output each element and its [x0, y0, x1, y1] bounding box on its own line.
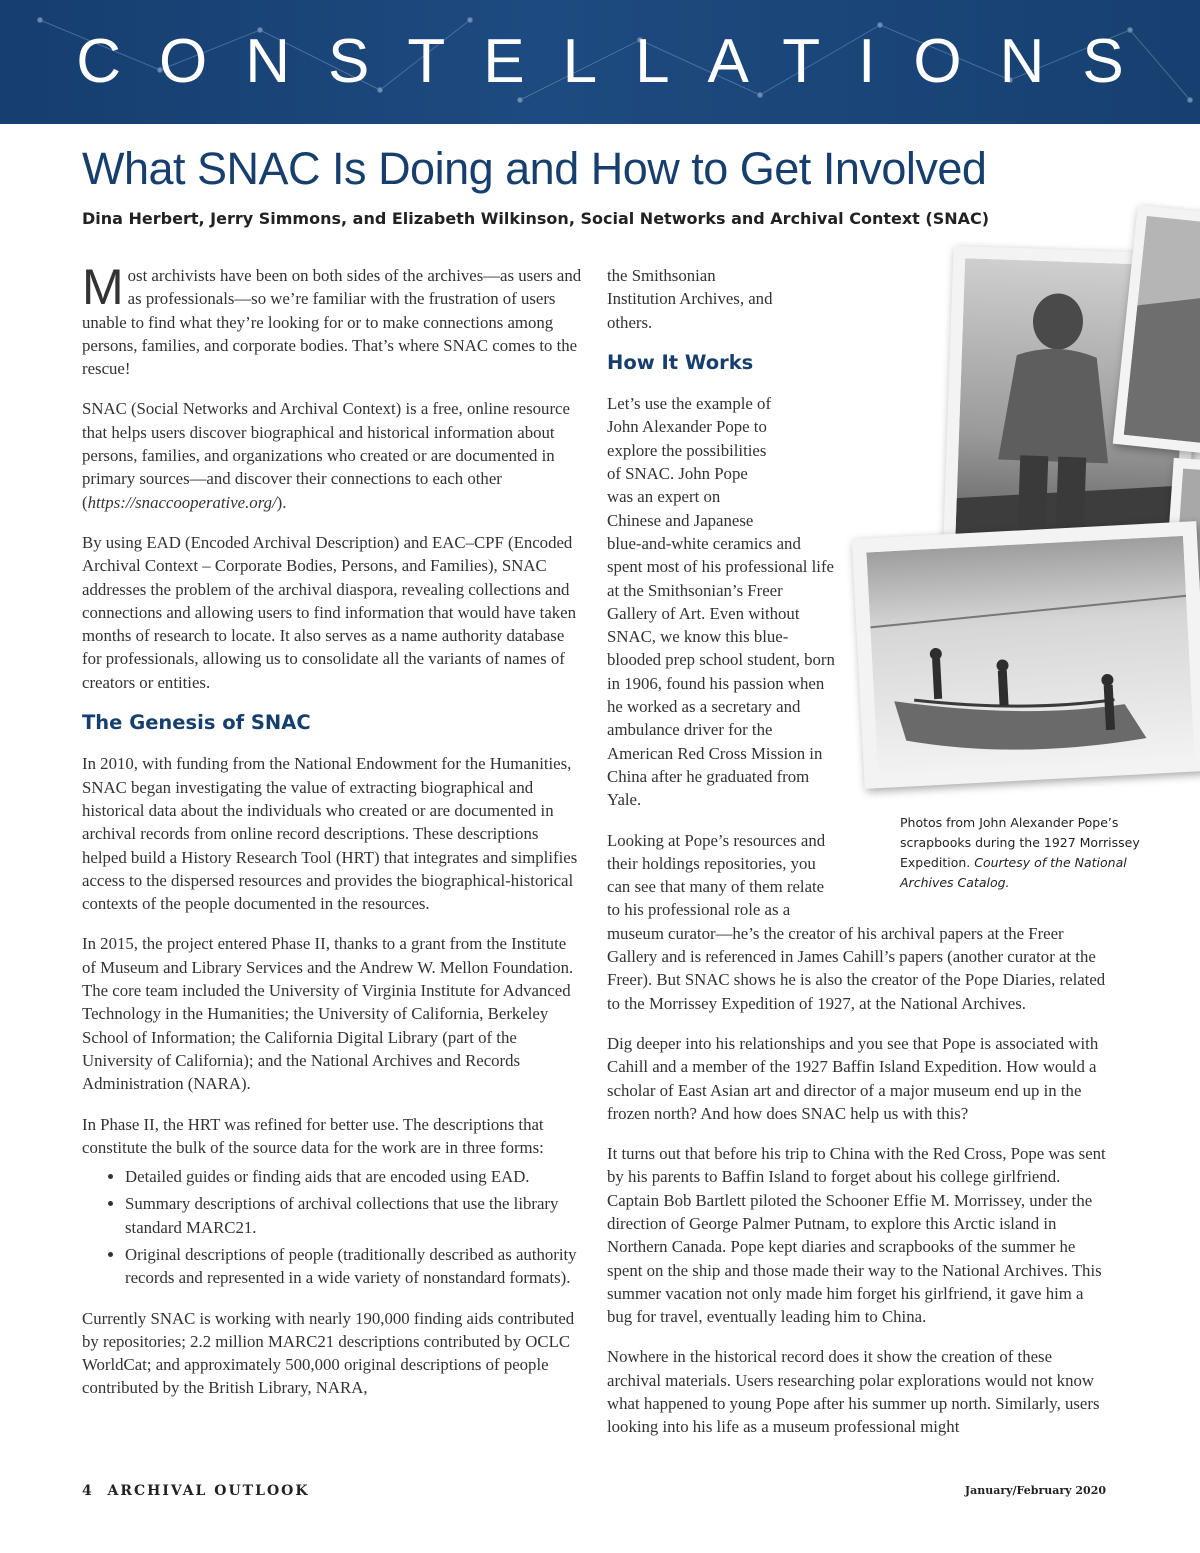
- paragraph: Let’s use the example of John Alexander Pope to explore the possibilities of SNAC. John Pope was an expert on Chinese and Japanese blue-and-white ceramics and spent most of his professional life at the Smithsonian’s Freer Gallery of Art. Even without SNAC, we know this blue-blooded prep school student, born in 1906, found his passion when he worked as a secretary and ambulance driver for the American Red Cross Mission in China after he graduated from Yale.: [607, 394, 835, 810]
- section-heading-how-it-works: How It Works: [607, 350, 754, 374]
- page-number: 4: [82, 1483, 94, 1499]
- photo-caption: Photos from John Alexander Pope’s scrapbooks during the 1927 Morrissey Expedition. Courtesy of the National Archives Catalog.: [900, 815, 1140, 890]
- paragraph: Dig deeper into his relationships and you see that Pope is associated with Cahill and a member of the 1927 Baffin Island Expedition. How would a scholar of East Asian art and director of a major museum end up in the frozen north? And how does SNAC help us with this?: [607, 1033, 1099, 1123]
- snac-url-link[interactable]: https://snaccooperative.org/: [87, 492, 277, 512]
- header-banner: [0, 0, 1200, 124]
- photo-boat-on-ice: [852, 521, 1200, 789]
- paragraph: In 2010, with funding from the National Endowment for the Humanities, SNAC began investigating the value of extracting biographical and historical data about the individuals who created or are documented in archival records from online record descriptions. These descriptions helped build a History Research Tool (HRT) that integrates and simplifies access to the dispersed resources and provides the biographical-historical contexts of the people documented in the resources.: [82, 754, 578, 914]
- paragraph: In Phase II, the HRT was refined for better use. The descriptions that constitute the bulk of the source data for the work are in three forms:: [82, 1114, 544, 1157]
- intro-paragraph: Most archivists have been on both sides of the archives—as users and as professionals—so we’re familiar with the frustration of users unable to find what they’re looking for or to make connections among persons, families, and corporate bodies. That’s where SNAC comes to the rescue!: [82, 259, 582, 379]
- paragraph: Currently SNAC is working with nearly 190,000 finding aids contributed by repositories; 2.2 million MARC21 descriptions contributed by OCLC WorldCat; and approximately 500,000 original descriptions of people contributed by the British Library, NARA,: [82, 1308, 575, 1398]
- list-item: • Original descriptions of people (traditionally described as authority records and represented in a wide variety of nonstandard formats).: [125, 1243, 582, 1290]
- paragraph: SNAC (Social Networks and Archival Context) is a free, online resource that helps users discover biographical and historical information about persons, families, and organizations who created or are documented in primary sources—and discover their connections to each other (https://snaccooperative.org/).: [82, 399, 570, 512]
- photo-shoreline: [1113, 205, 1200, 455]
- section-heading-genesis: The Genesis of SNAC: [82, 711, 311, 735]
- paragraph: the Smithsonian Institution Archives, and others.: [607, 266, 773, 332]
- list-item: • Summary descriptions of archival collections that use the library standard MARC21.: [125, 1192, 582, 1239]
- article-title: What SNAC Is Doing and How to Get Involved: [82, 143, 987, 194]
- list-item: • Detailed guides or finding aids that are encoded using EAD.: [125, 1165, 582, 1188]
- photo-credit: Courtesy of the National Archives Catalog.: [900, 855, 1127, 890]
- left-column: [82, 259, 582, 1417]
- footer-date: January/February 2020: [964, 1484, 1106, 1497]
- article-byline: Dina Herbert, Jerry Simmons, and Elizabeth Wilkinson, Social Networks and Archival Context (SNAC): [82, 209, 990, 228]
- paragraph: By using EAD (Encoded Archival Description) and EAC–CPF (Encoded Archival Context – Corporate Bodies, Persons, and Families), SNAC addresses the problem of the archival diaspora, revealing collections and connections and allowing users to find information that would have taken months of research to locate. It also serves as a name authority database for professionals, allowing us to consolidate all the variants of names of creators or entities.: [82, 532, 576, 692]
- drop-cap: M: [82, 259, 124, 315]
- section-title: CONSTELLATIONS: [76, 27, 1162, 96]
- paragraph: It turns out that before his trip to China with the Red Cross, Pope was sent by his parents to Baffin Island to forget about his college girlfriend. Captain Bob Bartlett piloted the Schooner Effie M. Morrissey, under the direction of George Palmer Putnam, to explore this Arctic island in Northern Canada. Pope kept diaries and scrapbooks of the summer he spent on the ship and those made their way to the National Archives. This summer vacation not only made him forget his girlfriend, it gave him a bug for travel, eventually leading him to China.: [607, 1144, 1106, 1327]
- bullet-list: [82, 1165, 582, 1289]
- paragraph: In 2015, the project entered Phase II, thanks to a grant from the Institute of Museum and Library Services and the Andrew W. Mellon Foundation. The core team included the University of Virginia Institute for Advanced Technology in the Humanities; the University of California, Berkeley School of Information; the California Digital Library (part of the University of California); and the National Archives and Records Administration (NARA).: [82, 934, 574, 1094]
- paragraph: Nowhere in the historical record does it show the creation of these archival materials. Users researching polar explorations would not know what happened to young Pope after his summer up north. Similarly, users looking into his life as a museum professional might: [607, 1347, 1100, 1437]
- publication-name: ARCHIVAL OUTLOOK: [107, 1483, 310, 1499]
- paragraph: Looking at Pope’s resources and their holdings repositories, you can see that many of them relate to his professional role as a museum curator—he’s the creator of his archival papers at the Freer Gallery and is referenced in James Cahill’s papers (another curator at the Freer). But SNAC shows he is also the creator of the Pope Diaries, related to the Morrissey Expedition of 1927, at the National Archives.: [607, 830, 1106, 1013]
- footer-publication: [82, 1483, 310, 1499]
